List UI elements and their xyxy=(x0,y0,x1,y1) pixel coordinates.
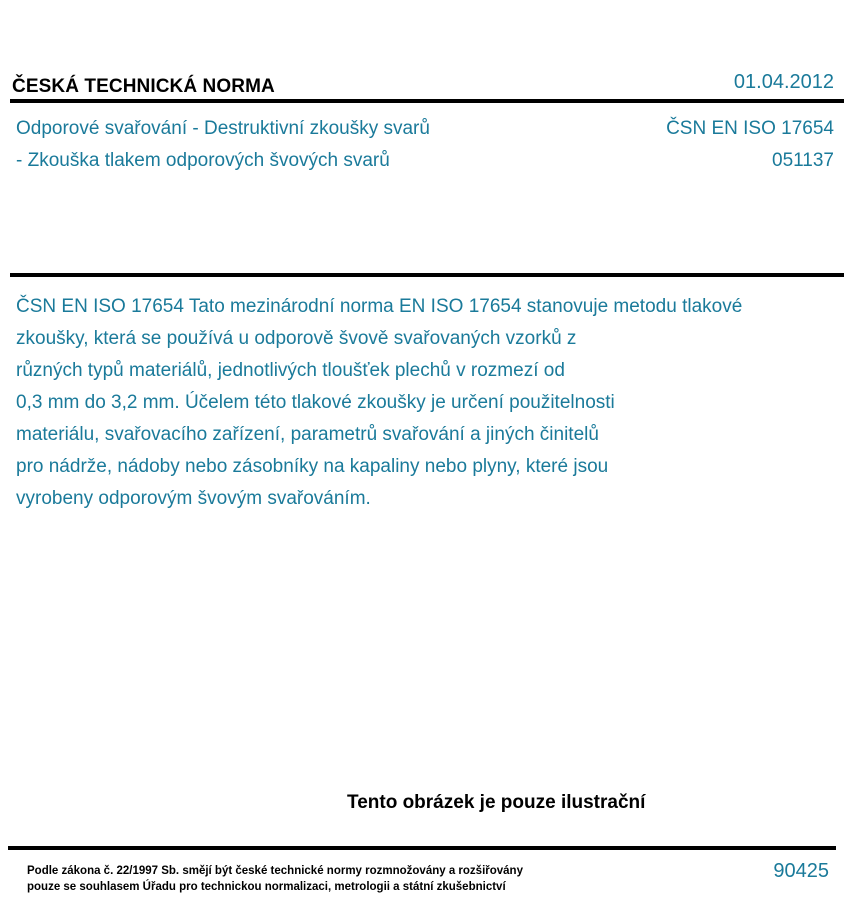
standard-designation: ČSN EN ISO 17654 xyxy=(666,118,834,139)
abstract-line: materiálu, svařovacího zařízení, parametrů svařování a jiných činitelů xyxy=(16,424,599,445)
footer-divider xyxy=(8,846,836,850)
footer-legal-notice xyxy=(27,863,523,895)
abstract-line: různých typů materiálů, jednotlivých tloušťek plechů v rozmezí od xyxy=(16,360,565,381)
document-header-title: ČESKÁ TECHNICKÁ NORMA xyxy=(12,76,275,97)
abstract-line: ČSN EN ISO 17654 Tato mezinárodní norma EN ISO 17654 stanovuje metodu tlakové xyxy=(16,296,743,317)
publication-date: 01.04.2012 xyxy=(733,71,834,93)
footer-legal-line-1: Podle zákona č. 22/1997 Sb. smějí být české technické normy rozmnožovány a rozšiřovány xyxy=(27,865,523,877)
standard-title-line-1: Odporové svařování - Destruktivní zkoušky svarů xyxy=(16,118,430,139)
abstract-text xyxy=(16,291,846,515)
abstract-line: vyrobeny odporovým švovým svařováním. xyxy=(16,488,371,509)
standard-class-code: 051137 xyxy=(772,150,834,171)
header-divider xyxy=(10,99,844,103)
abstract-line: pro nádrže, nádoby nebo zásobníky na kapaliny nebo plyny, které jsou xyxy=(16,456,609,477)
title-divider xyxy=(10,273,844,277)
abstract-line: zkoušky, která se používá u odporově švově svařovaných vzorků z xyxy=(16,328,577,349)
standard-title-line-2: - Zkouška tlakem odporových švových svarů xyxy=(16,150,390,171)
document-code: 90425 xyxy=(773,860,829,882)
illustration-note: Tento obrázek je pouze ilustrační xyxy=(347,792,646,813)
abstract-line: 0,3 mm do 3,2 mm. Účelem této tlakové zkoušky je určení použitelnosti xyxy=(16,392,615,413)
footer-legal-line-2: pouze se souhlasem Úřadu pro technickou normalizaci, metrologii a státní zkušebnictví xyxy=(27,881,506,893)
